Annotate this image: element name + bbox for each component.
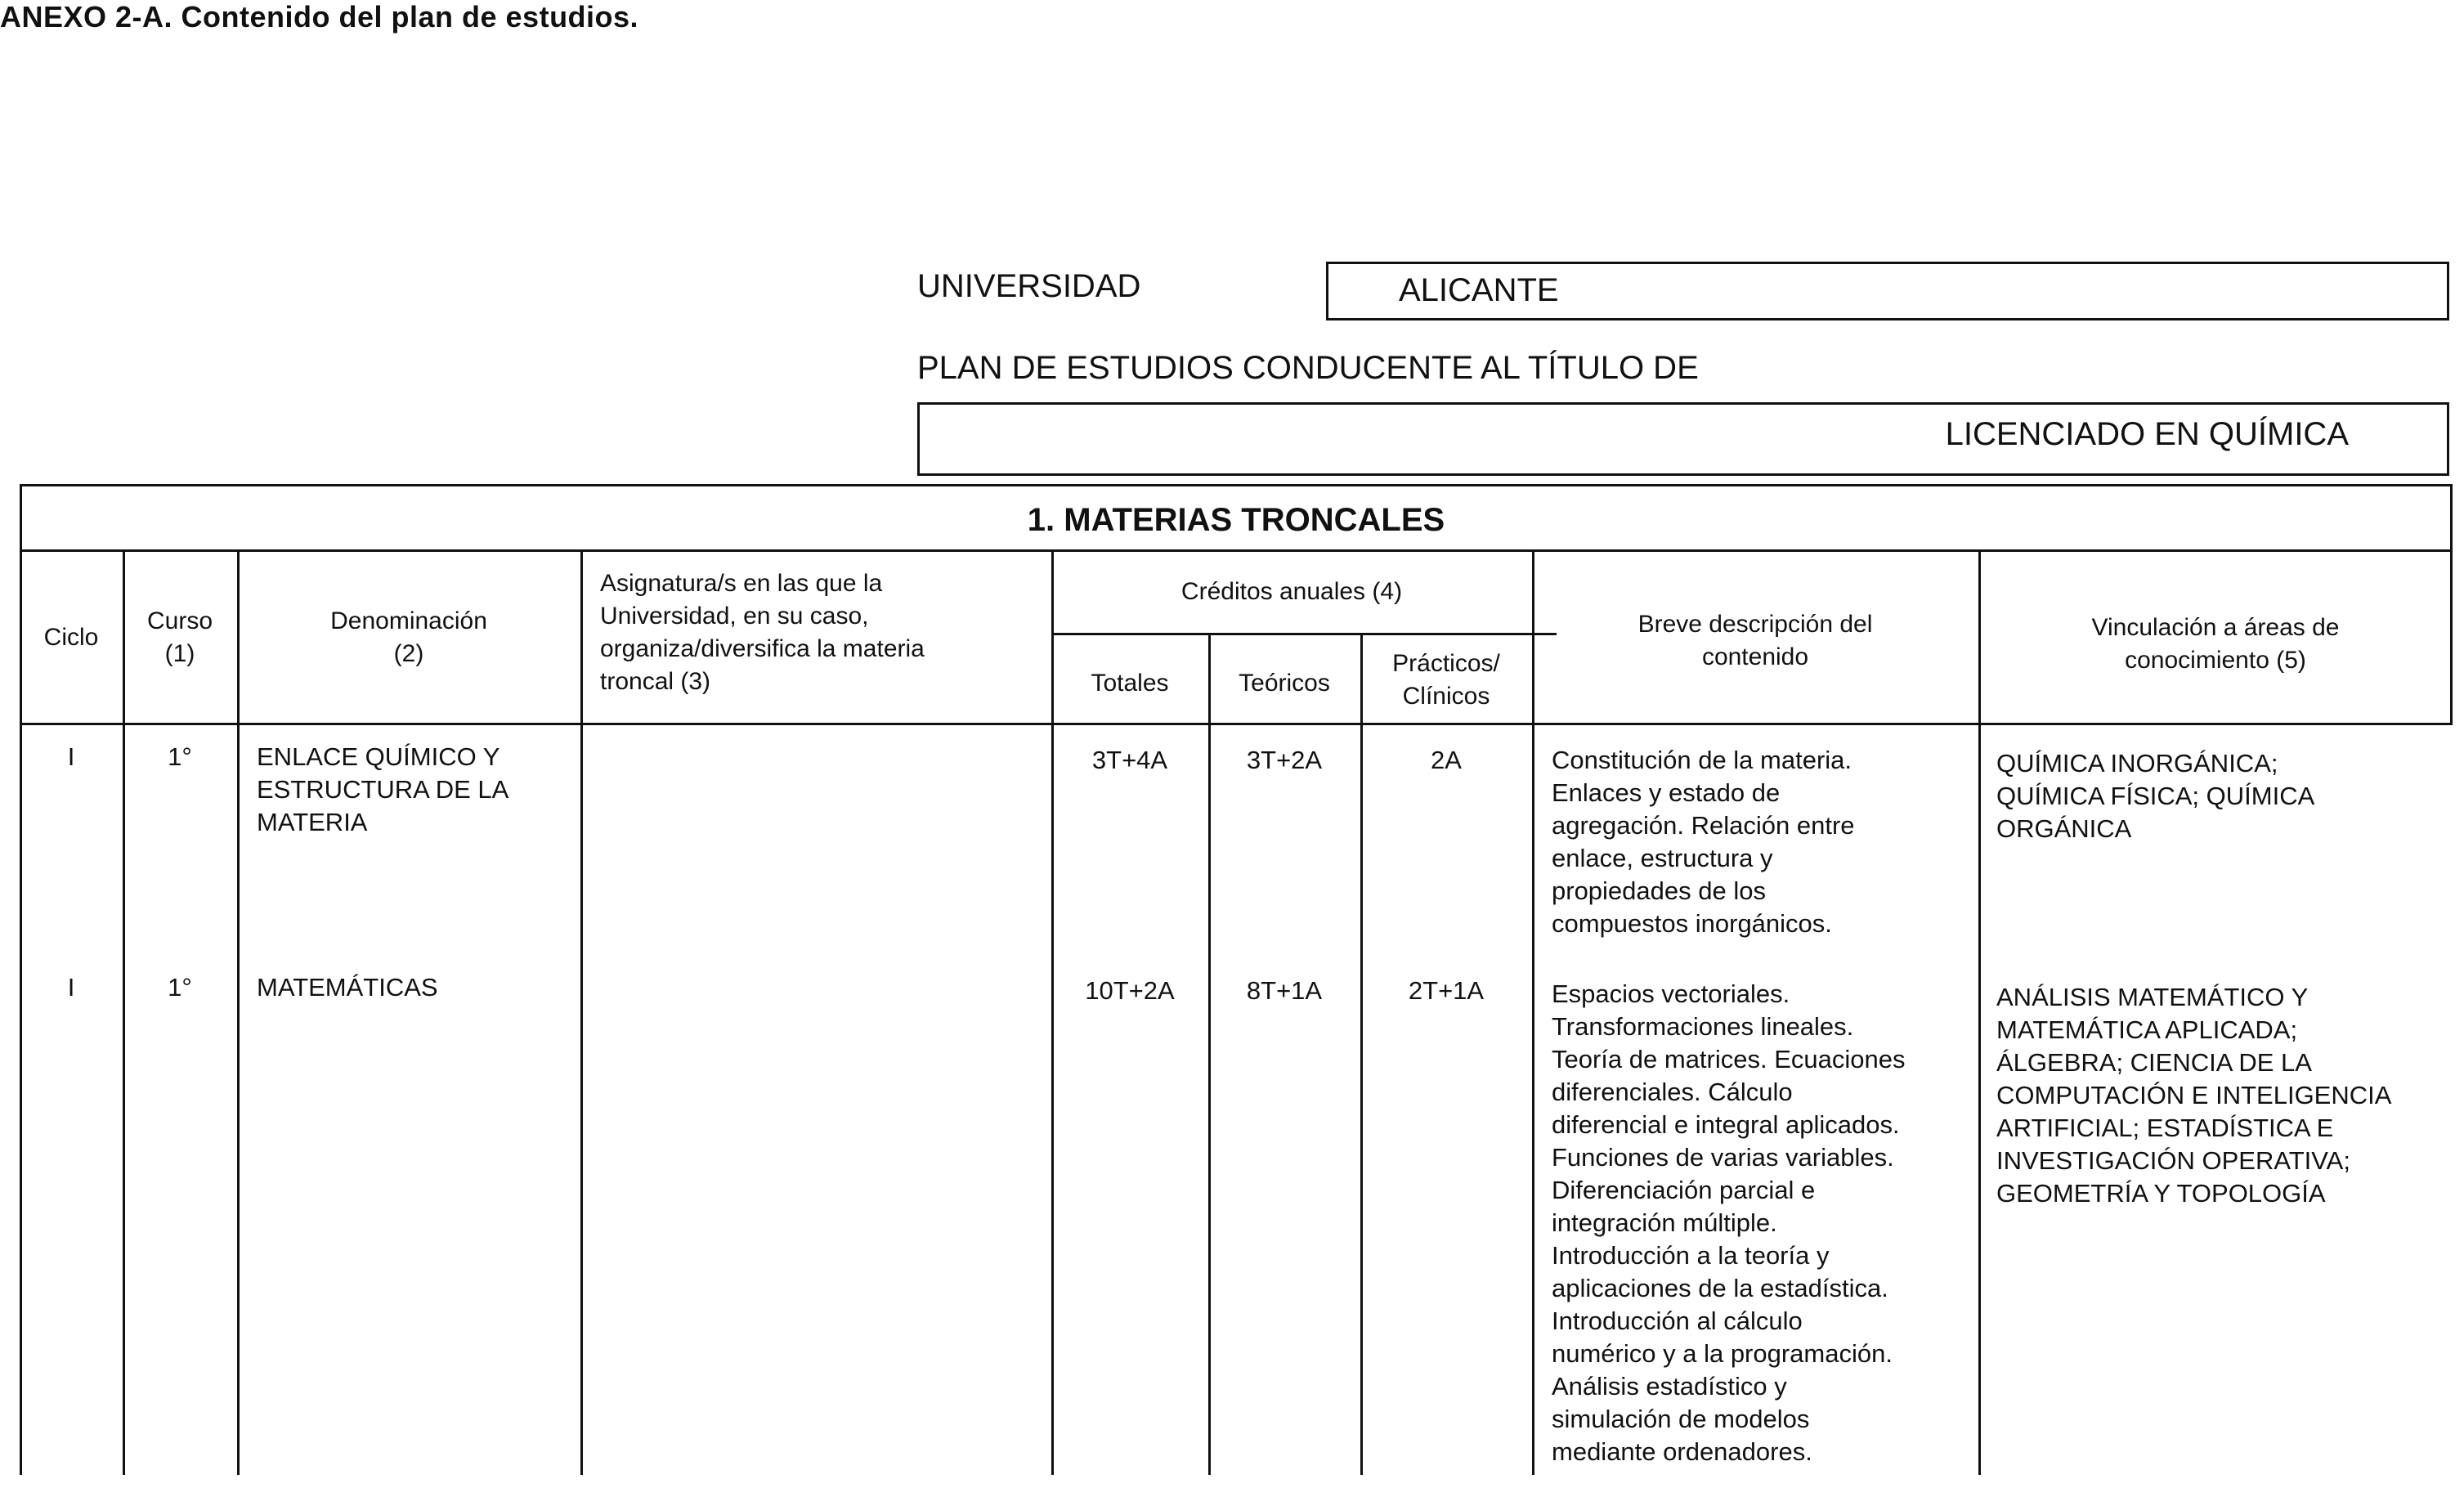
university-label: UNIVERSIDAD (917, 268, 1141, 304)
annex-title: ANEXO 2-A. Contenido del plan de estudios. (0, 0, 639, 34)
row2-ciclo: I (67, 973, 75, 1002)
header-curso: Curso (1) (146, 607, 213, 667)
plan-label: PLAN DE ESTUDIOS CONDUCENTE AL TÍTULO DE (917, 350, 1699, 386)
col-divider-curso (237, 549, 240, 1475)
header-teoricos: Teóricos (1239, 670, 1330, 697)
header-totales: Totales (1091, 670, 1169, 697)
row2-teoricos: 8T+1A (1246, 976, 1323, 1005)
university-box (1326, 262, 2449, 320)
header-denominacion: Denominación (2) (330, 607, 487, 667)
row1-curso: 1° (168, 742, 192, 771)
row1-ciclo: I (67, 742, 75, 771)
subjects-table (20, 484, 2453, 1475)
row1-teoricos: 3T+2A (1246, 746, 1323, 774)
row1-denominacion: ENLACE QUÍMICO Y ESTRUCTURA DE LA MATERIA (257, 742, 509, 836)
row1-practicos: 2A (1431, 746, 1462, 774)
col-divider-descripcion (1978, 549, 1981, 1475)
row1-totales: 3T+4A (1091, 746, 1168, 774)
row2-practicos: 2T+1A (1408, 976, 1485, 1005)
col-divider-ciclo (123, 549, 125, 1475)
row2-descripcion: Espacios vectoriales. Transformaciones lineales. Teoría de matrices. Ecuaciones diferenciales. Cálculo diferencial e integral aplicados. Funciones de varias variables. Diferenciación parcial e integración múltiple. Introducción a la teoría y aplicaciones de la estadística. Introducción al cálculo numérico y a la programación. Análisis estadístico y simulación de modelos mediante ordenadores. (1552, 979, 1906, 1466)
row2-vinculacion: ANÁLISIS MATEMÁTICO Y MATEMÁTICA APLICADA; ÁLGEBRA; CIENCIA DE LA COMPUTACIÓN E INTELIGENCIA ARTIFICIAL; ESTADÍSTICA E INVESTIGACIÓN OPERATIVA; GEOMETRÍA Y TOPOLOGÍA (1996, 983, 2392, 1208)
section-title: 1. MATERIAS TRONCALES (1027, 502, 1445, 538)
degree-title-box (917, 402, 2449, 476)
header-creditos: Créditos anuales (4) (1180, 578, 1403, 605)
table-top-border (20, 484, 2453, 486)
row2-curso: 1° (168, 973, 192, 1002)
row1-descripcion: Constitución de la materia. Enlaces y estado de agregación. Relación entre enlace, estructura y propiedades de los compuestos inorgánicos. (1552, 746, 1855, 938)
col-divider-denominacion (580, 549, 583, 1475)
header-descripcion: Breve descripción del contenido (1637, 611, 1873, 670)
row1-vinculacion: QUÍMICA INORGÁNICA; QUÍMICA FÍSICA; QUÍMICA ORGÁNICA (1996, 749, 2315, 843)
header-divider (20, 723, 2453, 725)
header-asignatura: Asignatura/s en las que la Universidad, en su caso, organiza/diversifica la materia troncal (3) (600, 570, 925, 695)
header-practicos: Prácticos/ Clínicos (1392, 650, 1500, 710)
row2-denominacion: MATEMÁTICAS (257, 973, 438, 1002)
row2-totales: 10T+2A (1085, 976, 1175, 1005)
header-ciclo: Ciclo (43, 624, 99, 651)
credits-subheader-divider (1051, 633, 1557, 635)
col-divider-creditos (1532, 549, 1534, 1475)
university-value: ALICANTE (1399, 272, 1559, 308)
degree-title-value: LICENCIADO EN QUÍMICA (1945, 416, 2349, 452)
section-divider (20, 549, 2453, 552)
header-vinculacion: Vinculación a áreas de conocimiento (5) (2091, 614, 2340, 674)
